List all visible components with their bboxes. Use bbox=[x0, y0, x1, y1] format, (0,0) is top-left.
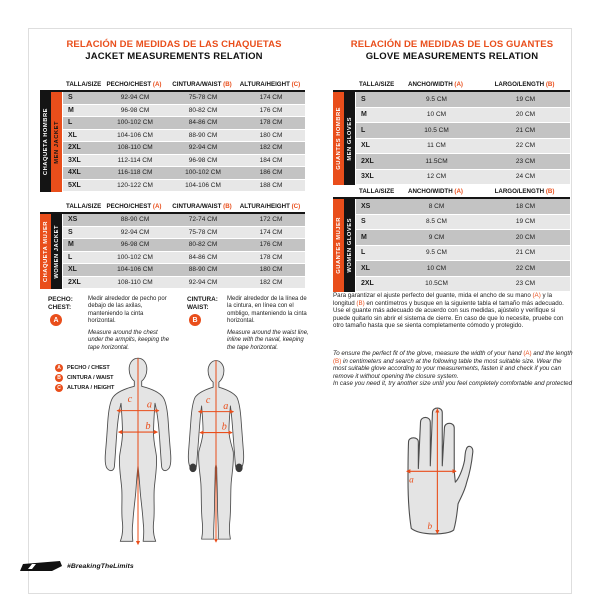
table-side-label bbox=[333, 92, 344, 185]
table-rows bbox=[355, 199, 570, 292]
legend-a-badge: A bbox=[55, 364, 63, 372]
women-jacket-size-table bbox=[40, 200, 305, 289]
chest-label-en: CHEST: bbox=[48, 303, 72, 311]
cell-value: 72-74 CM bbox=[188, 216, 218, 224]
cell-size-label: 2XL bbox=[361, 280, 374, 288]
table-side-labels bbox=[333, 92, 355, 185]
table-row bbox=[63, 239, 305, 252]
legend-c-badge: C bbox=[55, 384, 63, 392]
table-row bbox=[356, 108, 570, 124]
cell-size-label: 3XL bbox=[361, 173, 374, 181]
cell-value: 84-86 CM bbox=[188, 253, 218, 261]
hand-measure-diagram bbox=[403, 406, 475, 542]
cell-value: 186 CM bbox=[259, 169, 283, 177]
column-header: ANCHO/WIDTH (A) bbox=[408, 188, 463, 195]
table-side-labels bbox=[40, 92, 62, 192]
cell-value: 178 CM bbox=[259, 119, 283, 127]
cell-size-label: L bbox=[68, 119, 73, 127]
cell-value: 104-106 CM bbox=[117, 131, 153, 139]
glove-instructions-english bbox=[333, 350, 573, 388]
table-side-labels bbox=[40, 214, 62, 289]
cell-value: 108-110 CM bbox=[117, 144, 153, 152]
cell-value: 20 CM bbox=[515, 111, 536, 119]
column-letter: (C) bbox=[289, 81, 301, 88]
chest-text-es: Medir alrededor de pecho por debajo de las axilas, manteniendo la cinta horizontal. bbox=[88, 296, 167, 324]
table-row bbox=[356, 230, 570, 246]
table-header-row bbox=[62, 200, 305, 210]
hand-label-a: a bbox=[409, 474, 414, 485]
cell-value: 100-102 CM bbox=[117, 253, 153, 261]
cell-value: 22 CM bbox=[515, 142, 536, 150]
column-header: TALLA/SIZE bbox=[359, 188, 395, 195]
column-header: CINTURA/WAIST (B) bbox=[172, 81, 232, 88]
cell-value: 21 CM bbox=[515, 126, 536, 134]
cell-value: 75-78 CM bbox=[188, 94, 218, 102]
table-row bbox=[63, 142, 305, 155]
table-row bbox=[356, 170, 570, 186]
waist-guide-labels bbox=[187, 296, 221, 352]
female-left-glove-hand bbox=[189, 464, 196, 473]
table-header-row bbox=[355, 78, 570, 88]
cell-size-label: S bbox=[68, 228, 73, 236]
cell-size-label: 2XL bbox=[68, 144, 81, 152]
women-gloves-size-table bbox=[333, 185, 570, 292]
cell-value: 174 CM bbox=[259, 228, 283, 236]
table-rows bbox=[62, 92, 305, 192]
table-row bbox=[63, 214, 305, 227]
cell-value: 24 CM bbox=[515, 173, 536, 181]
cell-value: 104-106 CM bbox=[117, 266, 153, 274]
column-header: PECHO/CHEST (A) bbox=[106, 203, 162, 210]
table-header-row bbox=[62, 78, 305, 88]
hand-label-b: b bbox=[427, 520, 433, 531]
glove-title-english: GLOVE MEASUREMENTS RELATION bbox=[365, 51, 539, 62]
glove-instructions-en-p2: In case you need it, try another size until you feel completely comfortable and protected bbox=[333, 380, 573, 387]
cell-value: 180 CM bbox=[259, 131, 283, 139]
cell-value: 8.5 CM bbox=[426, 218, 447, 226]
legend-a-label: PECHO / CHEST bbox=[67, 365, 110, 371]
cell-value: 176 CM bbox=[259, 106, 283, 114]
table-body bbox=[40, 212, 305, 289]
male-label-a: a bbox=[146, 399, 153, 411]
table-side-label-text: MEN JACKET bbox=[53, 120, 60, 164]
cell-value: 178 CM bbox=[259, 253, 283, 261]
cell-size-label: L bbox=[361, 126, 366, 134]
cell-value: 92-94 CM bbox=[188, 144, 218, 152]
cell-value: 182 CM bbox=[259, 144, 283, 152]
cell-value: 9.5 CM bbox=[426, 249, 447, 257]
table-side-label-text: MEN GLOVES bbox=[346, 116, 353, 161]
table-row bbox=[356, 261, 570, 277]
column-letter: (A) bbox=[151, 203, 162, 210]
cell-value: 10 CM bbox=[426, 111, 447, 119]
table-side-label bbox=[333, 199, 344, 292]
column-header: TALLA/SIZE bbox=[359, 81, 395, 88]
column-header: LARGO/LENGTH (B) bbox=[494, 188, 555, 195]
table-header-row bbox=[355, 185, 570, 195]
cell-size-label: S bbox=[68, 94, 73, 102]
table-row bbox=[63, 105, 305, 118]
cell-value: 96-98 CM bbox=[120, 241, 150, 249]
cell-size-label: M bbox=[68, 241, 74, 249]
glove-instructions-es-p1: Para garantizar el ajuste perfecto del guante, mida el ancho de su mano (A) y la longitud (B) en centímetros y busque en la siguiente tabla el tamaño más adecuado. bbox=[333, 292, 564, 307]
column-letter: (C) bbox=[289, 203, 301, 210]
cell-value: 88-90 CM bbox=[120, 216, 150, 224]
cell-value: 23 CM bbox=[515, 157, 536, 165]
table-side-label-text: GUANTES MUJER bbox=[335, 217, 342, 274]
table-row bbox=[63, 264, 305, 277]
female-label-c: c bbox=[205, 395, 211, 407]
cell-size-label: 3XL bbox=[68, 156, 81, 164]
table-side-label-text: GUANTES HOMBRE bbox=[335, 107, 342, 170]
cell-size-label: L bbox=[68, 253, 73, 261]
cell-value: 120-122 CM bbox=[117, 181, 153, 189]
table-row bbox=[356, 277, 570, 293]
table-row bbox=[356, 92, 570, 108]
table-row bbox=[356, 215, 570, 231]
column-letter: (B) bbox=[221, 81, 232, 88]
column-letter: (A) bbox=[452, 81, 463, 88]
waist-text-es: Medir alrededor de la línea de la cintura, en línea con el ombligo, manteniendo la cinta horizontal. bbox=[227, 296, 307, 324]
cell-value: 188 CM bbox=[259, 181, 283, 189]
glove-title-spanish: RELACIÓN DE MEDIDAS DE LOS GUANTES bbox=[350, 39, 554, 50]
men-jacket-size-table bbox=[40, 78, 305, 192]
male-label-b: b bbox=[145, 421, 151, 433]
chest-guide-labels bbox=[48, 296, 82, 352]
cell-value: 108-110 CM bbox=[117, 278, 153, 286]
female-right-glove-hand bbox=[235, 464, 242, 473]
glove-instructions-spanish bbox=[333, 292, 573, 330]
cell-size-label: XS bbox=[361, 202, 371, 210]
cell-value: 9.5 CM bbox=[426, 95, 447, 103]
table-side-label-text: CHAQUETA HOMBRE bbox=[42, 108, 49, 176]
column-letter: (A) bbox=[452, 188, 463, 195]
cell-value: 96-98 CM bbox=[120, 106, 150, 114]
table-row bbox=[63, 92, 305, 105]
table-row bbox=[63, 155, 305, 168]
table-row bbox=[63, 252, 305, 265]
cell-size-label: 5XL bbox=[68, 181, 81, 189]
column-header: ALTURA/HEIGHT (C) bbox=[239, 203, 301, 210]
cell-value: 104-106 CM bbox=[185, 181, 221, 189]
waist-text-en: Measure around the waist line, inline with the naval, keeping the tape horizontal. bbox=[227, 330, 309, 351]
cell-size-label: S bbox=[361, 218, 366, 226]
column-header: LARGO/LENGTH (B) bbox=[494, 81, 555, 88]
table-body bbox=[40, 90, 305, 192]
cell-value: 92-94 CM bbox=[120, 228, 150, 236]
cell-size-label: 4XL bbox=[68, 169, 81, 177]
table-row bbox=[356, 246, 570, 262]
table-row bbox=[63, 277, 305, 290]
cell-value: 10.5CM bbox=[425, 280, 448, 288]
female-body-diagram bbox=[180, 356, 252, 548]
cell-size-label: XL bbox=[68, 266, 77, 274]
table-row bbox=[356, 139, 570, 155]
glove-section-title bbox=[332, 39, 572, 63]
cell-value: 80-82 CM bbox=[188, 241, 218, 249]
table-side-label-text: WOMEN GLOVES bbox=[346, 218, 353, 273]
cell-value: 100-102 CM bbox=[117, 119, 153, 127]
column-header: ANCHO/WIDTH (A) bbox=[408, 81, 463, 88]
cell-size-label: L bbox=[361, 249, 366, 257]
legend-c-label: ALTURA / HEIGHT bbox=[67, 385, 115, 391]
column-letter: (B) bbox=[544, 188, 555, 195]
legend-b-badge: B bbox=[55, 374, 63, 382]
chest-guide-texts bbox=[88, 296, 171, 352]
female-label-b: b bbox=[221, 421, 227, 433]
cell-size-label: M bbox=[361, 111, 367, 119]
page-footer bbox=[20, 560, 134, 573]
footer-banner-icon bbox=[20, 560, 62, 573]
cell-value: 21 CM bbox=[515, 249, 536, 257]
waist-label-es: CINTURA: bbox=[187, 296, 218, 303]
cell-value: 88-90 CM bbox=[188, 266, 218, 274]
waist-guide-texts bbox=[227, 296, 310, 352]
table-side-label bbox=[51, 92, 62, 192]
cell-value: 172 CM bbox=[259, 216, 283, 224]
cell-size-label: XS bbox=[68, 216, 78, 224]
table-body bbox=[333, 197, 570, 292]
table-row bbox=[356, 199, 570, 215]
table-row bbox=[63, 180, 305, 193]
table-row bbox=[63, 227, 305, 240]
cell-value: 96-98 CM bbox=[188, 156, 218, 164]
cell-value: 10.5 CM bbox=[424, 126, 449, 134]
cell-value: 18 CM bbox=[515, 202, 536, 210]
column-header: TALLA/SIZE bbox=[66, 203, 102, 210]
table-rows bbox=[62, 214, 305, 289]
table-rows bbox=[355, 92, 570, 185]
cell-value: 9 CM bbox=[428, 233, 445, 241]
cell-value: 92-94 CM bbox=[120, 94, 150, 102]
cell-value: 92-94 CM bbox=[188, 278, 218, 286]
cell-value: 112-114 CM bbox=[117, 156, 153, 164]
table-row bbox=[63, 130, 305, 143]
male-label-c: c bbox=[127, 393, 133, 405]
column-header: TALLA/SIZE bbox=[66, 81, 102, 88]
table-side-label bbox=[40, 92, 51, 192]
jacket-title-spanish: RELACIÓN DE MEDIDAS DE LAS CHAQUETAS bbox=[66, 39, 282, 50]
table-side-label bbox=[344, 199, 355, 292]
cell-size-label: XL bbox=[361, 142, 370, 150]
cell-value: 88-90 CM bbox=[188, 131, 218, 139]
letter-a-badge: A bbox=[50, 314, 62, 326]
column-header: PECHO/CHEST (A) bbox=[106, 81, 162, 88]
legend-b-label: CINTURA / WAIST bbox=[67, 375, 114, 381]
column-letter: (B) bbox=[544, 81, 555, 88]
column-header: ALTURA/HEIGHT (C) bbox=[239, 81, 301, 88]
cell-value: 8 CM bbox=[428, 202, 445, 210]
jacket-title-english: JACKET MEASUREMENTS RELATION bbox=[85, 51, 263, 62]
chest-text-en: Measure around the chest under the armpits, keeping the tape horizontal. bbox=[88, 330, 170, 351]
waist-measure-guide bbox=[187, 296, 310, 352]
cell-value: 19 CM bbox=[515, 95, 536, 103]
cell-value: 75-78 CM bbox=[188, 228, 218, 236]
column-letter: (A) bbox=[151, 81, 162, 88]
cell-value: 19 CM bbox=[515, 218, 536, 226]
table-row bbox=[63, 167, 305, 180]
men-gloves-size-table bbox=[333, 78, 570, 185]
glove-instructions-en-p1: To ensure the perfect fit of the glove, measure the width of your hand (A) and the length (B) in centimeters and search at the following table the most suitable size. Wear the most suitable glove according to your measurements, fasten it and check if you can remove it without opening the closure system. bbox=[333, 350, 573, 380]
cell-size-label: 2XL bbox=[361, 157, 374, 165]
measuring-guide bbox=[48, 296, 310, 352]
breaking-the-limits-hashtag: #BreakingTheLimits bbox=[67, 563, 134, 570]
column-header: CINTURA/WAIST (B) bbox=[172, 203, 232, 210]
male-body-diagram bbox=[99, 356, 177, 548]
cell-value: 176 CM bbox=[259, 241, 283, 249]
cell-value: 182 CM bbox=[259, 278, 283, 286]
cell-value: 84-86 CM bbox=[188, 119, 218, 127]
table-side-label-text: WOMEN JACKET bbox=[53, 224, 60, 279]
cell-value: 80-82 CM bbox=[188, 106, 218, 114]
column-letter: (B) bbox=[221, 203, 232, 210]
cell-value: 22 CM bbox=[515, 264, 536, 272]
cell-value: 20 CM bbox=[515, 233, 536, 241]
table-row bbox=[356, 123, 570, 139]
cell-value: 180 CM bbox=[259, 266, 283, 274]
table-side-label bbox=[40, 214, 51, 289]
table-body bbox=[333, 90, 570, 185]
chest-measure-guide bbox=[48, 296, 171, 352]
cell-size-label: 2XL bbox=[68, 278, 81, 286]
chest-label-es: PECHO: bbox=[48, 296, 73, 303]
table-side-label-text: CHAQUETA MUJER bbox=[42, 220, 49, 283]
cell-size-label: XL bbox=[68, 131, 77, 139]
cell-value: 11 CM bbox=[427, 142, 446, 150]
table-row bbox=[63, 117, 305, 130]
cell-size-label: S bbox=[361, 95, 366, 103]
jacket-section-title bbox=[40, 39, 308, 63]
cell-value: 23 CM bbox=[515, 280, 536, 288]
female-label-a: a bbox=[223, 400, 229, 412]
glove-instructions-es-p2: Use el guante más adecuado de acuerdo con sus medidas, ajústelo y verifique si puede quitarlo sin abrir el sistema de cierre. En caso de que lo necesite, pruebe con otro tamaño hasta que se sienta completamente cómodo y protegido. bbox=[333, 307, 564, 329]
cell-size-label: M bbox=[68, 106, 74, 114]
table-row bbox=[356, 154, 570, 170]
table-side-labels bbox=[333, 199, 355, 292]
cell-value: 174 CM bbox=[259, 94, 283, 102]
waist-label-en: WAIST: bbox=[187, 303, 209, 311]
cell-value: 184 CM bbox=[259, 156, 283, 164]
letter-b-badge: B bbox=[189, 314, 201, 326]
cell-size-label: M bbox=[361, 233, 367, 241]
cell-value: 116-118 CM bbox=[117, 169, 153, 177]
cell-value: 11.5CM bbox=[425, 157, 448, 165]
cell-size-label: XL bbox=[361, 264, 370, 272]
cell-value: 10 CM bbox=[426, 264, 447, 272]
table-side-label bbox=[344, 92, 355, 185]
table-side-label bbox=[51, 214, 62, 289]
cell-value: 100-102 CM bbox=[185, 169, 221, 177]
cell-value: 12 CM bbox=[426, 173, 447, 181]
